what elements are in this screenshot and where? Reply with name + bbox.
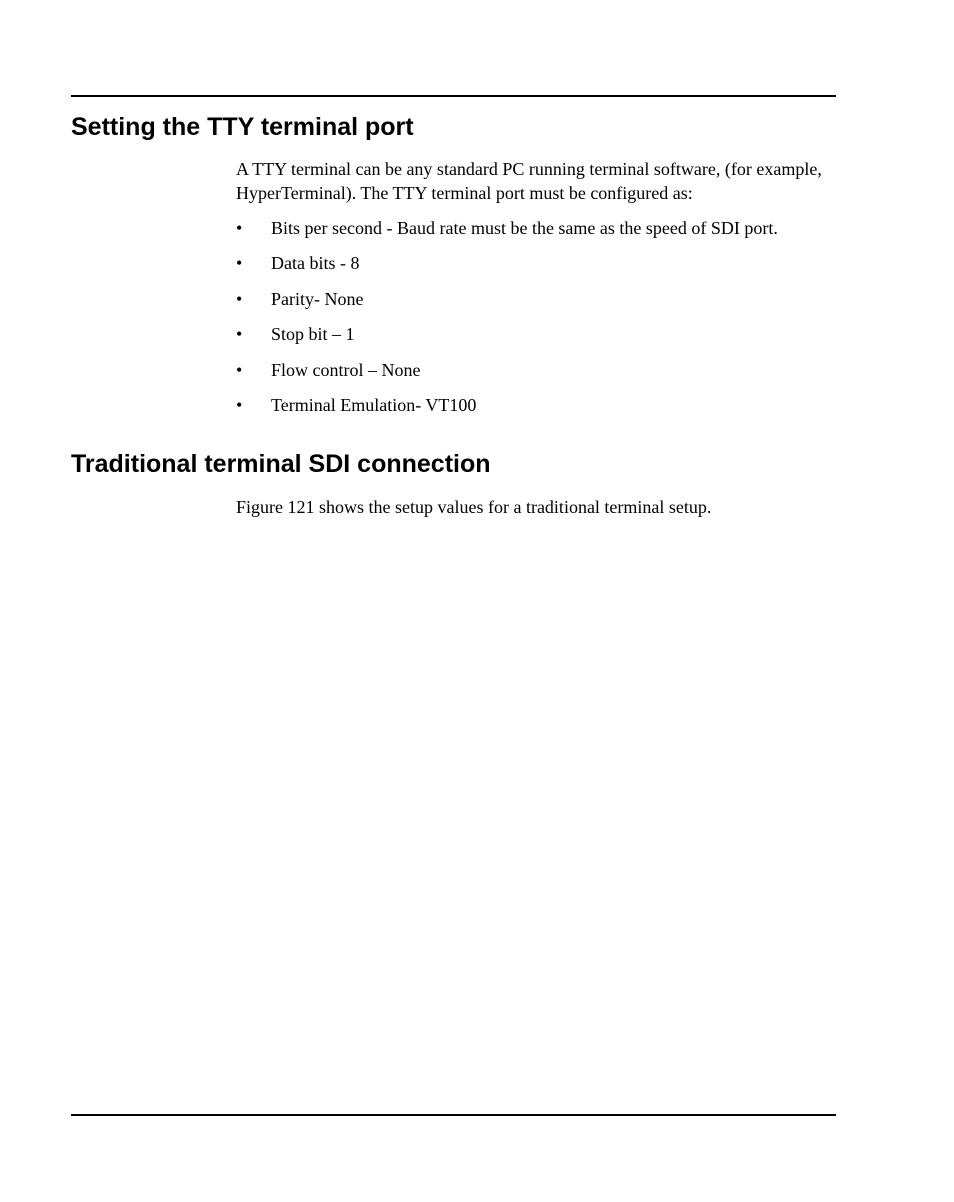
list-item-text: Data bits - 8 — [271, 253, 360, 274]
list-item — [236, 358, 778, 382]
bullet-icon: • — [236, 359, 243, 380]
section-heading-sdi-connection: Traditional terminal SDI connection — [71, 450, 491, 478]
list-item-text: Parity- None — [271, 288, 364, 309]
bullet-icon: • — [236, 324, 243, 345]
list-item-text: Flow control – None — [271, 359, 421, 380]
list-item-text: Stop bit – 1 — [271, 324, 355, 345]
header-rule — [71, 95, 836, 97]
intro-paragraph: A TTY terminal can be any standard PC running terminal software, (for example, HyperTerminal). The TTY terminal port must be configured as: — [236, 159, 822, 203]
figure-reference-paragraph: Figure 121 shows the setup values for a traditional terminal setup. — [236, 497, 712, 517]
list-item — [236, 251, 778, 275]
footer-rule — [71, 1114, 836, 1116]
tty-settings-list — [236, 216, 778, 428]
bullet-icon: • — [236, 394, 243, 415]
list-item-text: Terminal Emulation- VT100 — [271, 394, 477, 415]
bullet-icon: • — [236, 253, 243, 274]
list-item — [236, 393, 778, 417]
bullet-icon: • — [236, 288, 243, 309]
list-item — [236, 216, 778, 240]
section-heading-tty-port: Setting the TTY terminal port — [71, 113, 414, 141]
list-item-text: Bits per second - Baud rate must be the same as the speed of SDI port. — [271, 218, 778, 238]
list-item — [236, 287, 778, 311]
bullet-icon: • — [236, 218, 243, 238]
list-item — [236, 322, 778, 346]
